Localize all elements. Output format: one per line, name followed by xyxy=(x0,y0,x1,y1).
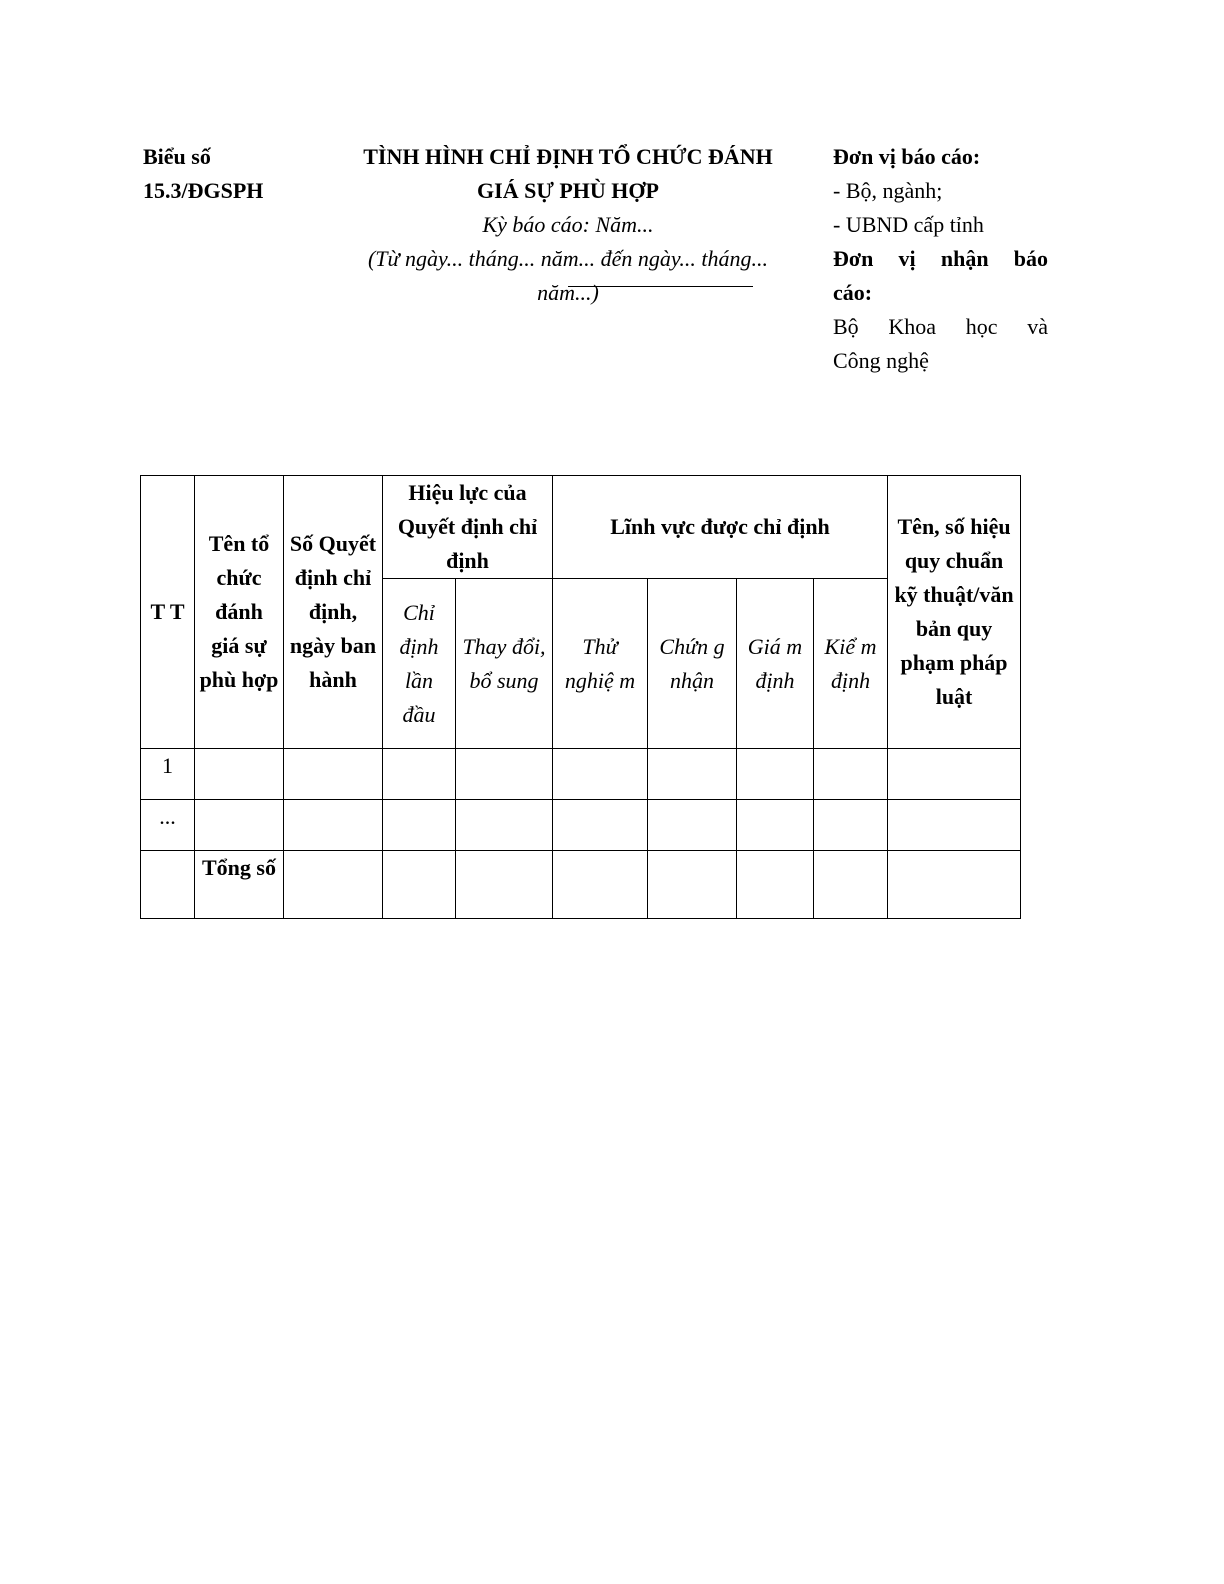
table-cell xyxy=(456,851,553,919)
reporting-unit-label: Đơn vị báo cáo: xyxy=(833,144,981,169)
receiver-line2: Công nghệ xyxy=(833,348,929,373)
header-validity: Hiệu lực của Quyết định chỉ định xyxy=(383,476,553,579)
row-tt: 1 xyxy=(141,749,195,800)
table-cell xyxy=(553,800,648,851)
table-cell xyxy=(737,851,814,919)
form-code-line2: 15.3/ĐGSPH xyxy=(143,178,264,203)
report-range-line2: năm...) xyxy=(537,280,599,305)
table-cell xyxy=(888,749,1021,800)
table-row xyxy=(141,800,1021,851)
report-range-line1: (Từ ngày... tháng... năm... đến ngày... tháng... xyxy=(367,246,769,271)
table-cell xyxy=(284,800,383,851)
table-cell xyxy=(284,749,383,800)
table-cell xyxy=(456,749,553,800)
report-title-line1: TÌNH HÌNH CHỈ ĐỊNH TỔ CHỨC ĐÁNH xyxy=(363,144,773,169)
report-title-block xyxy=(320,140,816,310)
header-field-inspect: Giá m định xyxy=(737,579,814,749)
report-title-line2: GIÁ SỰ PHÙ HỢP xyxy=(477,178,659,203)
header-field-cert: Chứn g nhận xyxy=(648,579,737,749)
total-label: Tổng số xyxy=(195,851,284,919)
header-validity-change: Thay đổi, bổ sung xyxy=(456,579,553,749)
table-cell xyxy=(553,749,648,800)
table-cell xyxy=(195,749,284,800)
table-cell xyxy=(737,749,814,800)
receiver-line1: Bộ Khoa học và xyxy=(833,314,1048,339)
form-code-line1: Biểu số xyxy=(143,144,211,169)
total-row xyxy=(141,851,1021,919)
header-fields: Lĩnh vực được chỉ định xyxy=(553,476,888,579)
reporting-unit-item: - UBND cấp tỉnh xyxy=(833,212,984,237)
table-cell xyxy=(737,800,814,851)
report-period: Kỳ báo cáo: Năm... xyxy=(482,212,654,237)
table-cell xyxy=(648,749,737,800)
title-underline xyxy=(568,286,753,287)
table-cell xyxy=(648,800,737,851)
table-row xyxy=(141,749,1021,800)
table-cell xyxy=(383,851,456,919)
table-cell xyxy=(284,851,383,919)
table-cell xyxy=(888,851,1021,919)
table-cell xyxy=(814,749,888,800)
header-regulation: Tên, số hiệu quy chuẩn kỹ thuật/văn bản quy phạm pháp luật xyxy=(888,476,1021,749)
reporting-unit-block xyxy=(833,140,1048,378)
receiver-label-line1: Đơn vị nhận báo xyxy=(833,246,1048,271)
receiver-label-line2: cáo: xyxy=(833,280,873,305)
header-decision-no: Số Quyết định chỉ định, ngày ban hành xyxy=(284,476,383,749)
table-cell xyxy=(814,800,888,851)
table-cell xyxy=(383,800,456,851)
form-code xyxy=(143,140,313,208)
designation-table xyxy=(140,475,1021,919)
table-cell xyxy=(141,851,195,919)
table-cell xyxy=(888,800,1021,851)
row-tt: ... xyxy=(141,800,195,851)
header-field-verify: Kiể m định xyxy=(814,579,888,749)
header-field-test: Thử nghiệ m xyxy=(553,579,648,749)
table-cell xyxy=(553,851,648,919)
reporting-unit-item: - Bộ, ngành; xyxy=(833,178,943,203)
table-cell xyxy=(383,749,456,800)
header-tt: T T xyxy=(141,476,195,749)
table-cell xyxy=(456,800,553,851)
table-cell xyxy=(648,851,737,919)
header-org-name: Tên tổ chức đánh giá sự phù hợp xyxy=(195,476,284,749)
table-cell xyxy=(814,851,888,919)
header-validity-first: Chỉ định lần đầu xyxy=(383,579,456,749)
table-cell xyxy=(195,800,284,851)
